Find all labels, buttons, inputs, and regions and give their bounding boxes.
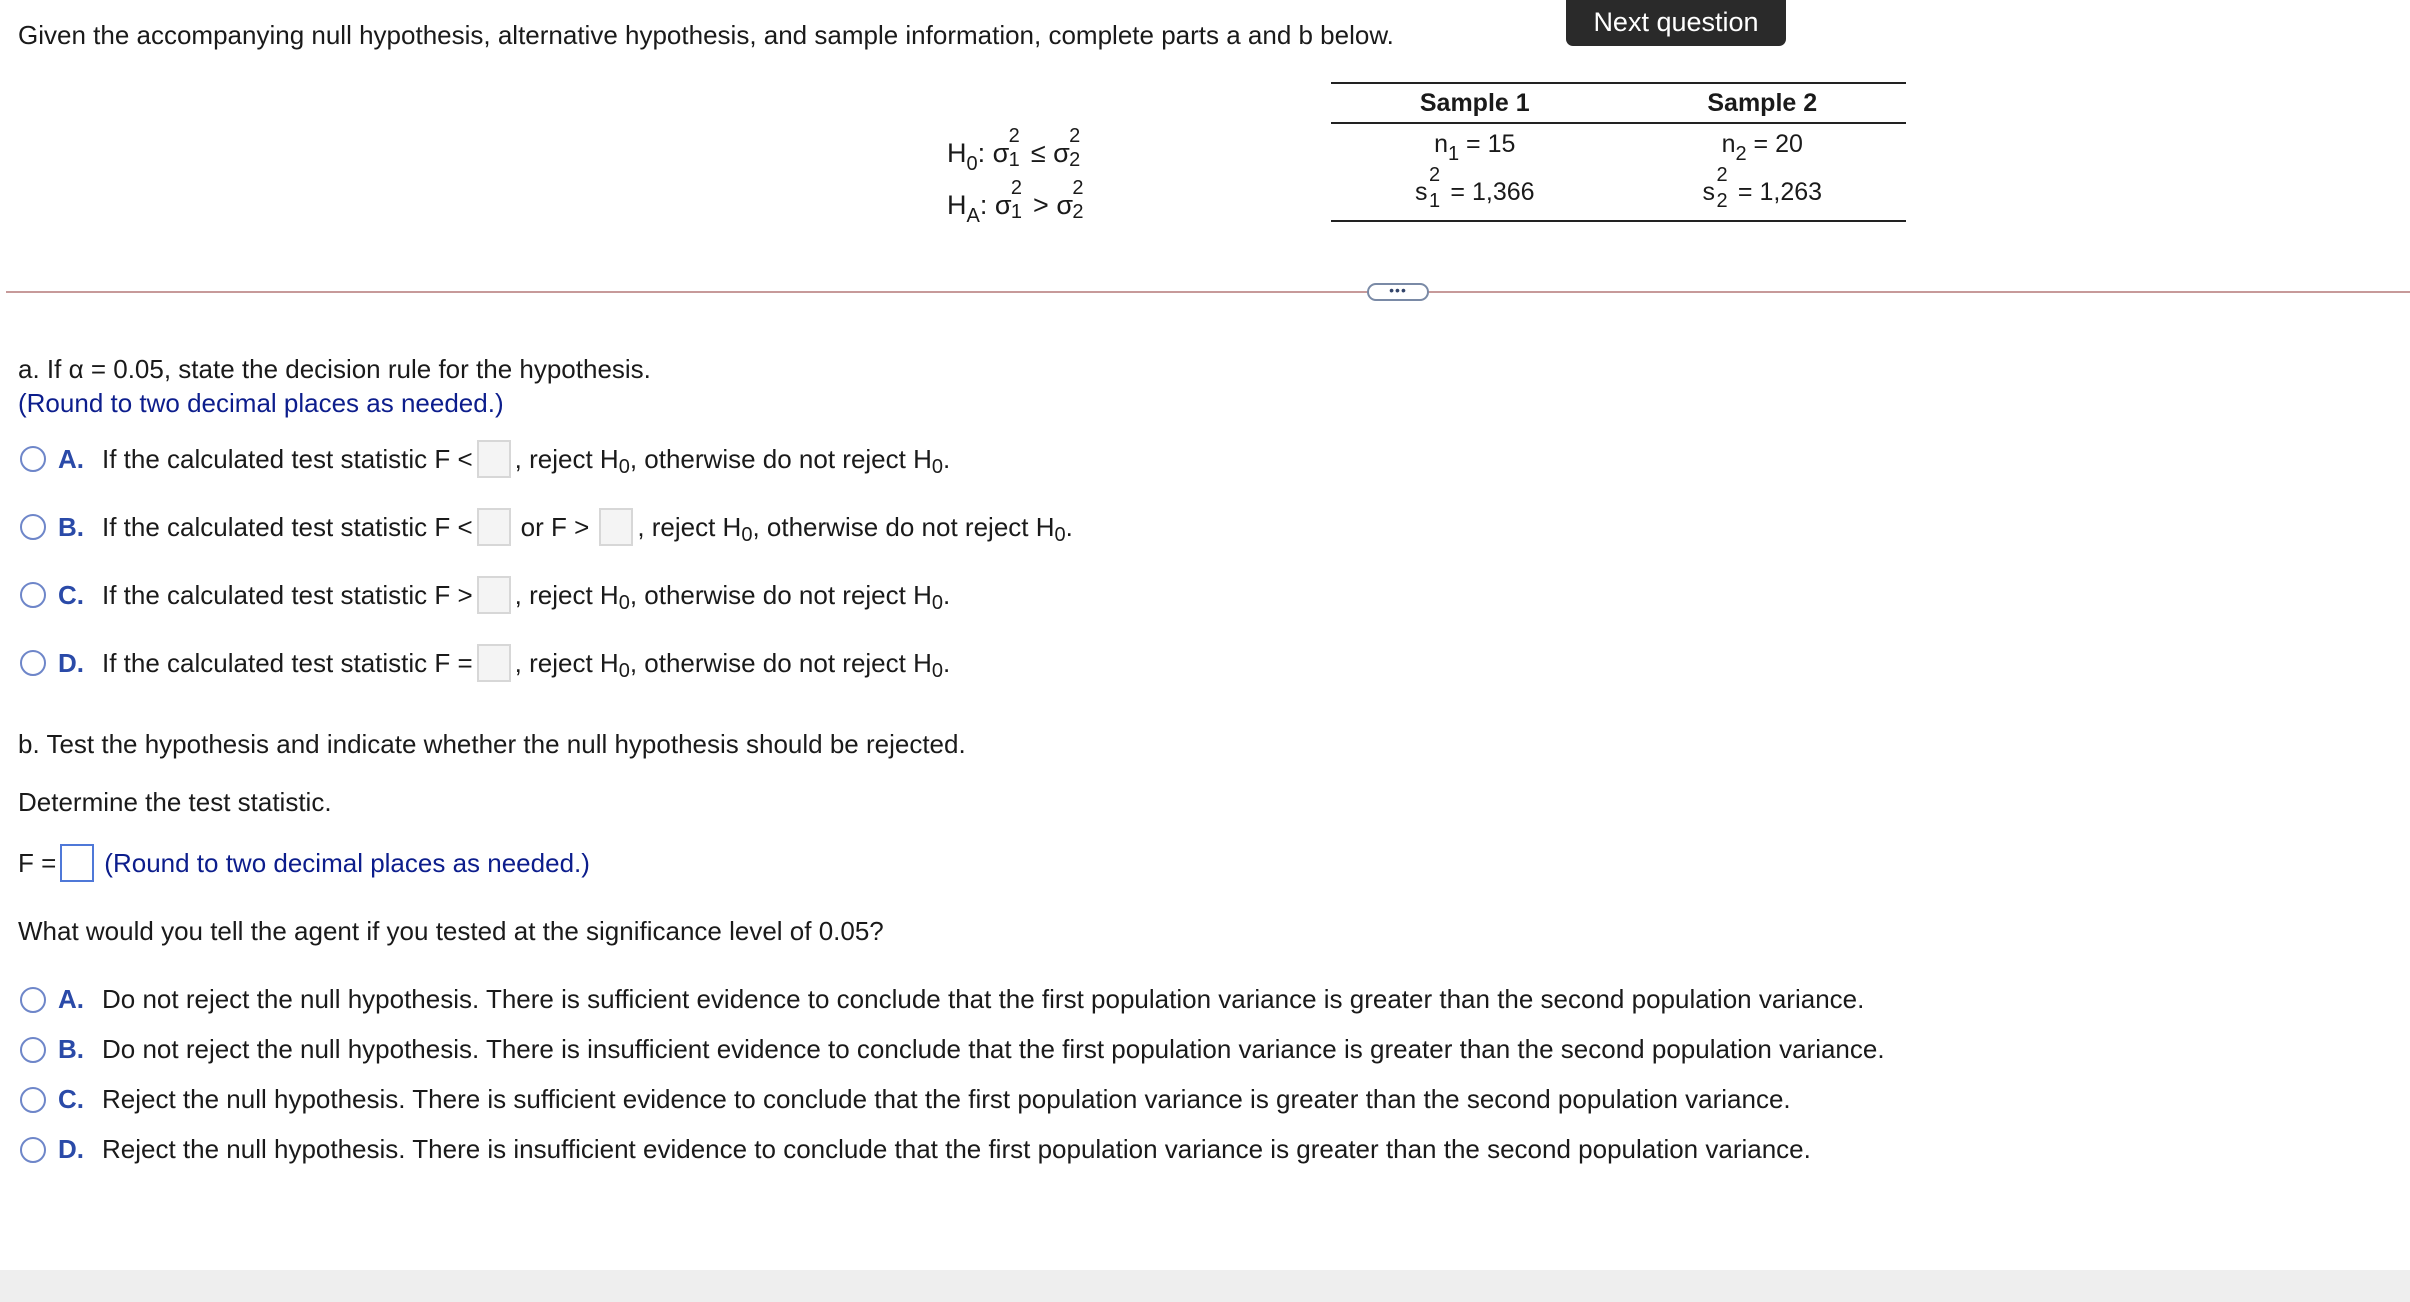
- n1-cell: $n_1 = 15$: [1434, 129, 1516, 165]
- header-sample-1: Sample 1: [1419, 88, 1530, 117]
- table-row-s: [1331, 164, 1906, 220]
- table-header-row: [1331, 84, 1906, 124]
- part-b-question: What would you tell the agent if you tested at the significance level of 0.05?: [18, 916, 884, 946]
- table-row-n: [1331, 124, 1906, 164]
- part-a-option-d[interactable]: D. If the calculated test statistic F = , reject H 0 , otherwise do not reject H 0 .: [20, 644, 950, 682]
- answer-box-b-upper[interactable]: [599, 508, 633, 546]
- part-b-option-b[interactable]: B. Do not reject the null hypothesis. There is insufficient evidence to conclude that the first population variance is greater than the second population variance.: [20, 1034, 1885, 1065]
- part-a-option-a[interactable]: A. If the calculated test statistic F < , reject H 0 , otherwise do not reject H 0 .: [20, 440, 950, 478]
- footer-bar: [0, 1270, 2410, 1302]
- radio-a[interactable]: [20, 446, 46, 472]
- f-statistic-row: F = (Round to two decimal places as needed.): [18, 844, 590, 882]
- part-a-prompt: a. If α = 0.05, state the decision rule for the hypothesis.: [18, 354, 651, 384]
- n2-cell: $n_2 = 20$: [1721, 129, 1803, 165]
- radio-b[interactable]: [20, 514, 46, 540]
- s1-cell: s 2 1 = 1,366: [1414, 163, 1535, 212]
- header-sample-2: Sample 2: [1707, 88, 1818, 117]
- radio-d[interactable]: [20, 650, 46, 676]
- sample-table: [1331, 82, 1906, 222]
- part-b-option-a[interactable]: A. Do not reject the null hypothesis. There is sufficient evidence to conclude that the first population variance is greater than the second population variance.: [20, 984, 1864, 1015]
- radio-b-b[interactable]: [20, 1037, 46, 1063]
- part-b-option-c[interactable]: C. Reject the null hypothesis. There is sufficient evidence to conclude that the first population variance is greater than the second population variance.: [20, 1084, 1791, 1115]
- radio-b-d[interactable]: [20, 1137, 46, 1163]
- determine-test-statistic: Determine the test statistic.: [18, 787, 332, 817]
- radio-c[interactable]: [20, 582, 46, 608]
- part-a-round-note: (Round to two decimal places as needed.): [18, 388, 504, 418]
- answer-box-a[interactable]: [477, 440, 511, 478]
- part-b-prompt: b. Test the hypothesis and indicate whether the null hypothesis should be rejected.: [18, 729, 966, 759]
- radio-b-c[interactable]: [20, 1087, 46, 1113]
- expand-more-button[interactable]: •••: [1367, 283, 1429, 301]
- next-question-button[interactable]: Next question: [1566, 0, 1786, 46]
- s2-cell: s 2 2 = 1,263: [1702, 163, 1823, 212]
- null-hypothesis: $H_0$: σ 2 1 ≤ σ 2 2: [947, 125, 1081, 175]
- section-divider: [6, 291, 2410, 293]
- answer-box-b-lower[interactable]: [477, 508, 511, 546]
- part-b-option-d[interactable]: D. Reject the null hypothesis. There is insufficient evidence to conclude that the first population variance is greater than the second population variance.: [20, 1134, 1811, 1165]
- alternative-hypothesis: $H_A$: σ 2 1 > σ 2 2: [947, 177, 1084, 227]
- answer-box-d[interactable]: [477, 644, 511, 682]
- f-statistic-input[interactable]: [60, 844, 94, 882]
- answer-box-c[interactable]: [477, 576, 511, 614]
- part-a-option-b[interactable]: B. If the calculated test statistic F < or F > , reject H 0 , otherwise do not reject H 0 .: [20, 508, 1073, 546]
- intro-text: Given the accompanying null hypothesis, alternative hypothesis, and sample information, complete parts a and b below.: [18, 20, 1394, 50]
- radio-b-a[interactable]: [20, 987, 46, 1013]
- part-a-option-c[interactable]: C. If the calculated test statistic F > , reject H 0 , otherwise do not reject H 0 .: [20, 576, 950, 614]
